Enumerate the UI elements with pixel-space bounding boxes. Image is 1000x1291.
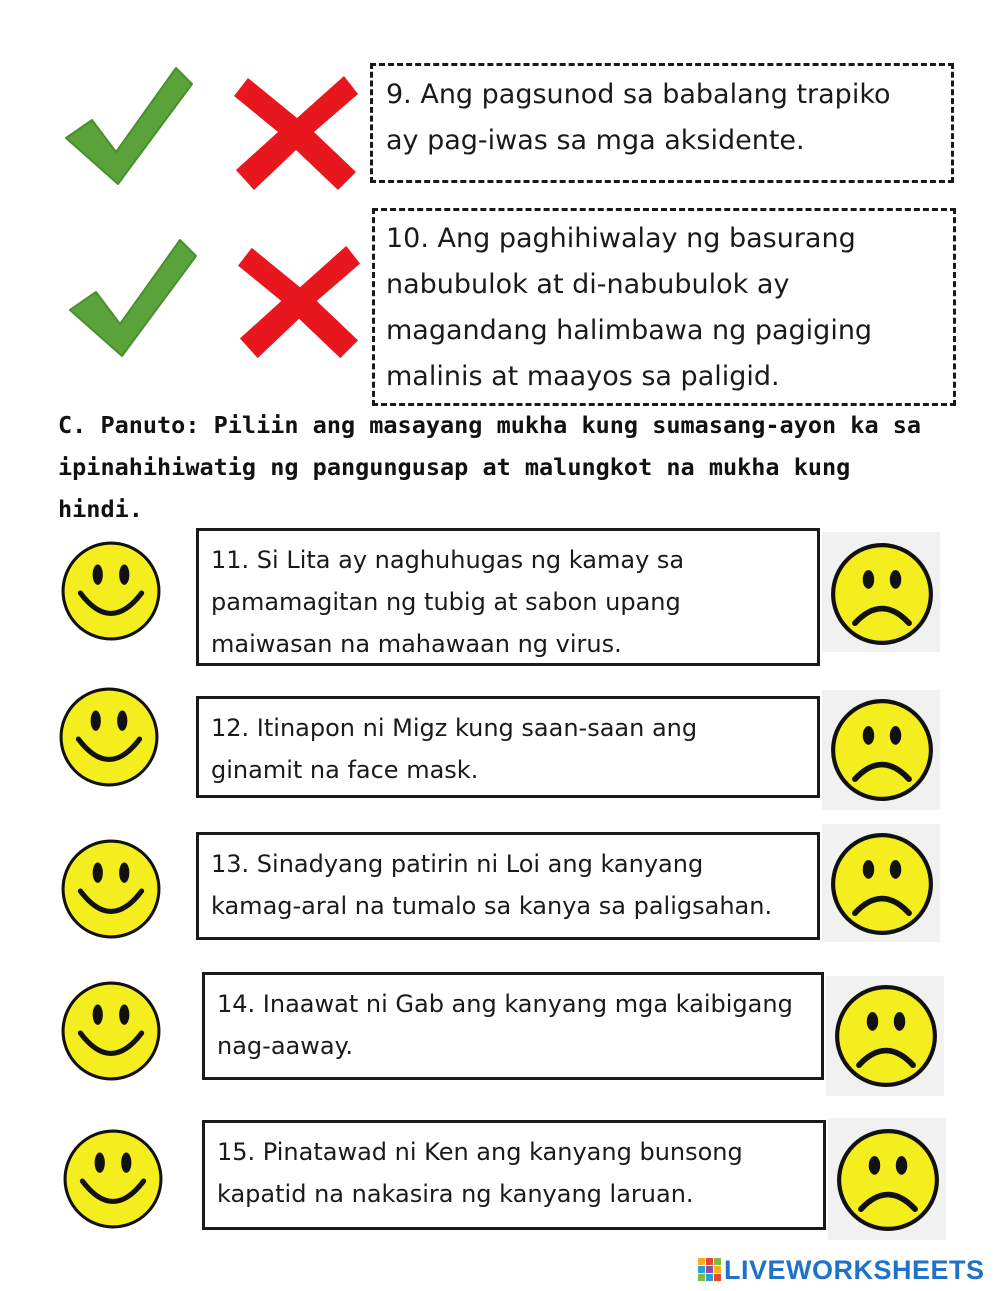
statement-10-text: 10. Ang paghihiwalay ng basurang nabubulok at di-nabubulok ay magandang halimbawa ng pagiging malinis at maayos sa paligid.: [386, 223, 873, 392]
cross-icon[interactable]: [234, 72, 360, 192]
statement-box-11: [196, 528, 820, 666]
statement-box-15: [202, 1120, 826, 1230]
check-icon[interactable]: [62, 232, 202, 362]
happy-face-icon[interactable]: [60, 980, 162, 1082]
sad-face-icon[interactable]: [830, 832, 934, 936]
liveworksheets-logo: [698, 1255, 985, 1285]
happy-face-icon[interactable]: [60, 540, 162, 642]
happy-face-icon[interactable]: [60, 838, 162, 940]
sad-face-icon[interactable]: [834, 984, 938, 1088]
sad-face-icon[interactable]: [830, 698, 934, 802]
liveworksheets-logo-text: LIVEWORKSHEETS: [724, 1254, 985, 1285]
statement-box-14: [202, 972, 824, 1080]
happy-face-icon[interactable]: [62, 1128, 164, 1230]
statement-14-text: 14. Inaawat ni Gab ang kanyang mga kaibigang nag-aaway.: [217, 990, 793, 1060]
section-c-instructions: C. Panuto: Piliin ang masayang mukha kung sumasang-ayon ka sa ipinahihiwatig ng pangungusap at malungkot na mukha kung hindi.: [58, 411, 922, 523]
check-icon[interactable]: [58, 60, 198, 190]
cross-icon[interactable]: [238, 240, 362, 362]
statement-box-12: [196, 696, 820, 798]
sad-face-icon[interactable]: [830, 542, 934, 646]
statement-11-text: 11. Si Lita ay naghuhugas ng kamay sa pamamagitan ng tubig at sabon upang maiwasan na mahawaan ng virus.: [211, 546, 685, 658]
statement-13-text: 13. Sinadyang patirin ni Loi ang kanyang kamag-aral na tumalo sa kanya sa paligsahan.: [211, 850, 773, 920]
sad-face-icon[interactable]: [836, 1128, 940, 1232]
statement-12-text: 12. Itinapon ni Migz kung saan-saan ang ginamit na face mask.: [211, 714, 698, 784]
happy-face-icon[interactable]: [58, 686, 160, 788]
statement-9-text: 9. Ang pagsunod sa babalang trapiko ay pag-iwas sa mga aksidente.: [386, 79, 891, 156]
statement-15-text: 15. Pinatawad ni Ken ang kanyang bunsong kapatid na nakasira ng kanyang laruan.: [217, 1138, 743, 1208]
statement-box-13: [196, 832, 820, 940]
liveworksheets-logo-icon: [698, 1258, 722, 1282]
